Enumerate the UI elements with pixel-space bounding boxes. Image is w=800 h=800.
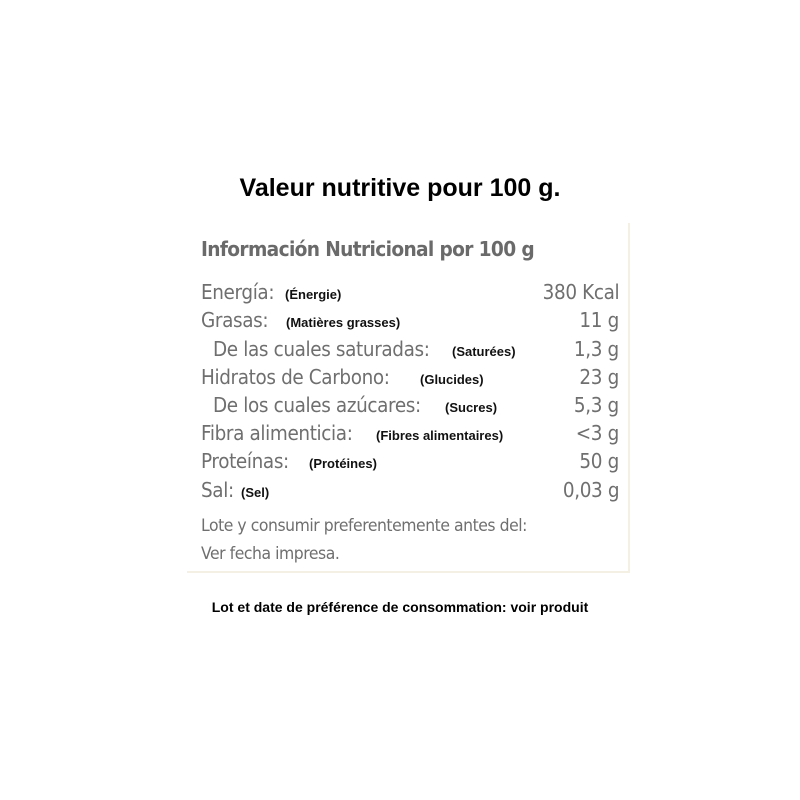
label-heading: Información Nutricional por 100 g: [201, 237, 534, 261]
row-french-name: (Fibres alimentaires): [376, 428, 504, 443]
row-name: Fibra alimenticia:: [201, 421, 353, 445]
row-french-name: (Protéines): [309, 456, 377, 471]
row-name: Energía:: [201, 280, 275, 304]
nutrition-label: [187, 223, 630, 573]
bottom-note: Lot et date de préférence de consommation: voir produit: [211, 599, 589, 615]
row-french-name: (Matières grasses): [286, 315, 401, 330]
row-value: 5,3 g: [574, 393, 619, 417]
row-value: 380 Kcal: [542, 280, 619, 304]
row-value: 0,03 g: [562, 478, 619, 502]
row-value: <3 g: [575, 421, 619, 445]
row-value: 23 g: [579, 365, 619, 389]
row-name: Proteínas:: [201, 449, 289, 473]
row-french-name: (Glucides): [420, 372, 484, 387]
row-value: 11 g: [579, 308, 619, 332]
row-name: Sal:: [201, 478, 234, 502]
nutrition-row-saturated: [201, 335, 619, 363]
row-french-name: (Énergie): [285, 287, 342, 302]
row-french-name: (Sucres): [445, 400, 498, 415]
row-name: De los cuales azúcares:: [213, 393, 421, 417]
nutrition-row-fiber: [201, 419, 619, 447]
row-value: 50 g: [579, 449, 619, 473]
nutrition-row-energy: [201, 278, 619, 306]
page-title: Valeur nutritive pour 100 g.: [239, 174, 561, 202]
row-name: Grasas:: [201, 308, 269, 332]
nutrition-row-sugars: [201, 391, 619, 419]
row-french-name: (Sel): [241, 485, 270, 500]
print-date-text: Ver fecha impresa.: [201, 544, 340, 564]
row-name: Hidratos de Carbono:: [201, 365, 390, 389]
lot-text: Lote y consumir preferentemente antes del:: [201, 516, 527, 536]
nutrition-row-fat: [201, 306, 619, 334]
row-value: 1,3 g: [574, 337, 619, 361]
nutrition-row-protein: [201, 447, 619, 475]
row-french-name: (Saturées): [452, 344, 516, 359]
row-name: De las cuales saturadas:: [213, 337, 430, 361]
nutrition-row-salt: [201, 476, 619, 504]
nutrition-row-carbohydrates: [201, 363, 619, 391]
